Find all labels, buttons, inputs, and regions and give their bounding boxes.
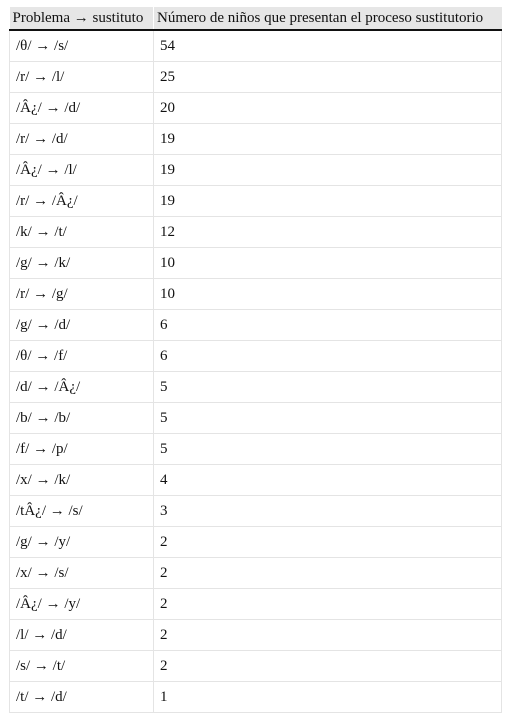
cell-child-count: 4: [154, 465, 502, 496]
table-row: [10, 651, 502, 682]
substitution-table-container: [9, 7, 501, 713]
table-row: [10, 155, 502, 186]
table-row: [10, 558, 502, 589]
cell-substitution: /f/ → /p/: [10, 434, 154, 465]
cell-child-count: 10: [154, 279, 502, 310]
cell-child-count: 2: [154, 620, 502, 651]
cell-substitution: /x/ → /s/: [10, 558, 154, 589]
cell-child-count: 2: [154, 558, 502, 589]
table-row: [10, 403, 502, 434]
cell-child-count: 25: [154, 62, 502, 93]
cell-substitution: /t/ → /d/: [10, 682, 154, 713]
cell-substitution: /s/ → /t/: [10, 651, 154, 682]
table-header: [10, 7, 502, 30]
table-row: [10, 186, 502, 217]
table-row: [10, 248, 502, 279]
table-row: [10, 341, 502, 372]
cell-child-count: 5: [154, 372, 502, 403]
table-row: [10, 217, 502, 248]
table-row: [10, 496, 502, 527]
cell-substitution: /r/ → /d/: [10, 124, 154, 155]
cell-child-count: 54: [154, 30, 502, 62]
table-row: [10, 124, 502, 155]
cell-substitution: /l/ → /d/: [10, 620, 154, 651]
cell-child-count: 5: [154, 403, 502, 434]
column-header-problem: Problema → sustituto: [10, 7, 154, 30]
cell-substitution: /x/ → /k/: [10, 465, 154, 496]
cell-child-count: 2: [154, 651, 502, 682]
table-row: [10, 527, 502, 558]
table-row: [10, 682, 502, 713]
cell-substitution: /b/ → /b/: [10, 403, 154, 434]
cell-substitution: /Â¿/ → /l/: [10, 155, 154, 186]
cell-substitution: /g/ → /d/: [10, 310, 154, 341]
cell-substitution: /g/ → /k/: [10, 248, 154, 279]
cell-child-count: 1: [154, 682, 502, 713]
table-row: [10, 589, 502, 620]
cell-substitution: /tÂ¿/ → /s/: [10, 496, 154, 527]
table-body: [10, 30, 502, 713]
cell-substitution: /k/ → /t/: [10, 217, 154, 248]
table-row: [10, 434, 502, 465]
table-row: [10, 93, 502, 124]
table-row: [10, 279, 502, 310]
cell-child-count: 6: [154, 310, 502, 341]
table-row: [10, 62, 502, 93]
table-row: [10, 465, 502, 496]
cell-substitution: /Â¿/ → /d/: [10, 93, 154, 124]
cell-substitution: /r/ → /g/: [10, 279, 154, 310]
substitution-table: [9, 7, 502, 713]
cell-child-count: 5: [154, 434, 502, 465]
cell-substitution: /Â¿/ → /y/: [10, 589, 154, 620]
table-row: [10, 620, 502, 651]
cell-child-count: 3: [154, 496, 502, 527]
cell-child-count: 12: [154, 217, 502, 248]
column-header-count: Número de niños que presentan el proceso sustitutorio: [154, 7, 502, 30]
cell-substitution: /θ/ → /s/: [10, 30, 154, 62]
table-row: [10, 30, 502, 62]
table-header-row: [10, 7, 502, 30]
cell-child-count: 19: [154, 186, 502, 217]
cell-child-count: 19: [154, 155, 502, 186]
table-row: [10, 372, 502, 403]
cell-substitution: /r/ → /l/: [10, 62, 154, 93]
cell-child-count: 10: [154, 248, 502, 279]
cell-substitution: /d/ → /Â¿/: [10, 372, 154, 403]
cell-substitution: /r/ → /Â¿/: [10, 186, 154, 217]
cell-child-count: 20: [154, 93, 502, 124]
cell-substitution: /g/ → /y/: [10, 527, 154, 558]
cell-substitution: /θ/ → /f/: [10, 341, 154, 372]
cell-child-count: 2: [154, 589, 502, 620]
cell-child-count: 6: [154, 341, 502, 372]
table-row: [10, 310, 502, 341]
cell-child-count: 19: [154, 124, 502, 155]
cell-child-count: 2: [154, 527, 502, 558]
